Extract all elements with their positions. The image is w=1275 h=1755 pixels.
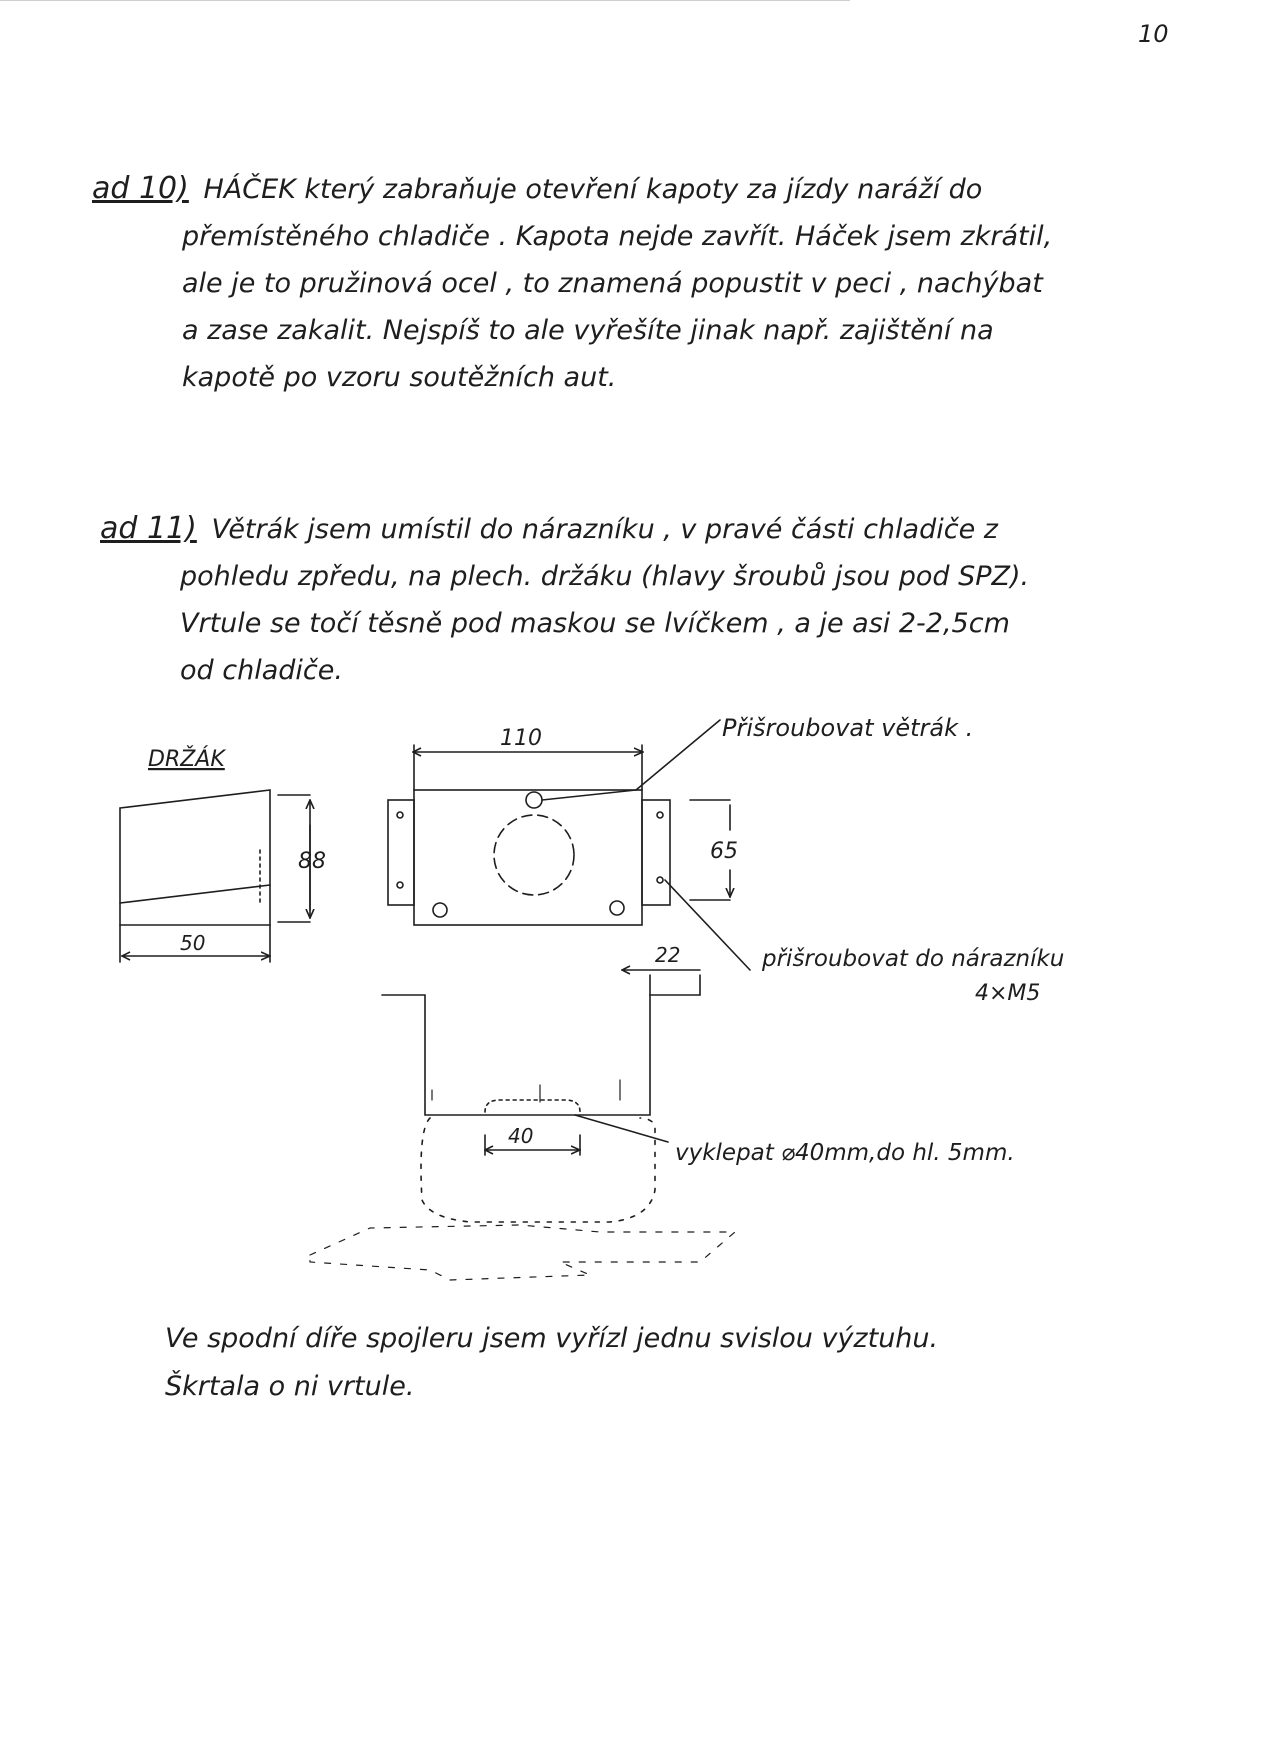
line-text: Větrák jsem umístil do nárazníku , v pravé části chladiče z: [211, 514, 998, 545]
section-label: ad 10): [92, 171, 189, 206]
plate-height-label: 65: [710, 839, 738, 864]
paragraph-line: přemístěného chladiče . Kapota nejde zavřít. Háček jsem zkrátil,: [182, 221, 1053, 252]
paragraph-line: a zase zakalit. Nejspíš to ale vyřešíte jinak např. zajištění na: [182, 315, 994, 346]
holder-width-label: 50: [180, 931, 206, 955]
callout-bumper: přišroubovat do nárazníku: [762, 946, 1065, 972]
bracket-sketch: [310, 720, 750, 1280]
plate-width-label: 110: [500, 726, 542, 751]
closing-note: [165, 1315, 938, 1411]
paragraph-line: pohledu zpředu, na plech. držáku (hlavy šroubů jsou pod SPZ).: [180, 561, 1030, 592]
holder-height-label: 88: [298, 849, 326, 874]
paragraph-line: kapotě po vzoru soutěžních aut.: [182, 362, 617, 393]
callout-bumper-bolts: 4×M5: [975, 981, 1041, 1006]
recess-width-label: 40: [508, 1124, 534, 1148]
holder-title: DRŽÁK: [148, 747, 225, 772]
section-label: ad 11): [100, 511, 197, 546]
tab-width-label: 22: [655, 943, 681, 967]
paragraph-line: Vrtule se točí těsně pod maskou se lvíčkem , a je asi 2-2,5cm: [180, 608, 1010, 639]
callout-recess: vyklepat ⌀40mm,do hl. 5mm.: [675, 1140, 1015, 1166]
callout-fan: Přišroubovat větrák .: [722, 714, 974, 742]
page-number: 10: [1138, 20, 1169, 48]
note-line: Ve spodní díře spojleru jsem vyřízl jednu svislou výztuhu.: [165, 1323, 939, 1354]
paragraph-line: ale je to pružinová ocel , to znamená popustit v peci , nachýbat: [182, 268, 1043, 299]
note-line: Škrtala o ni vrtule.: [165, 1371, 415, 1402]
holder-sketch: [120, 790, 310, 962]
line-text: HÁČEK který zabraňuje otevření kapoty za jízdy naráží do: [203, 174, 983, 205]
paragraph-line: od chladiče.: [180, 655, 343, 686]
